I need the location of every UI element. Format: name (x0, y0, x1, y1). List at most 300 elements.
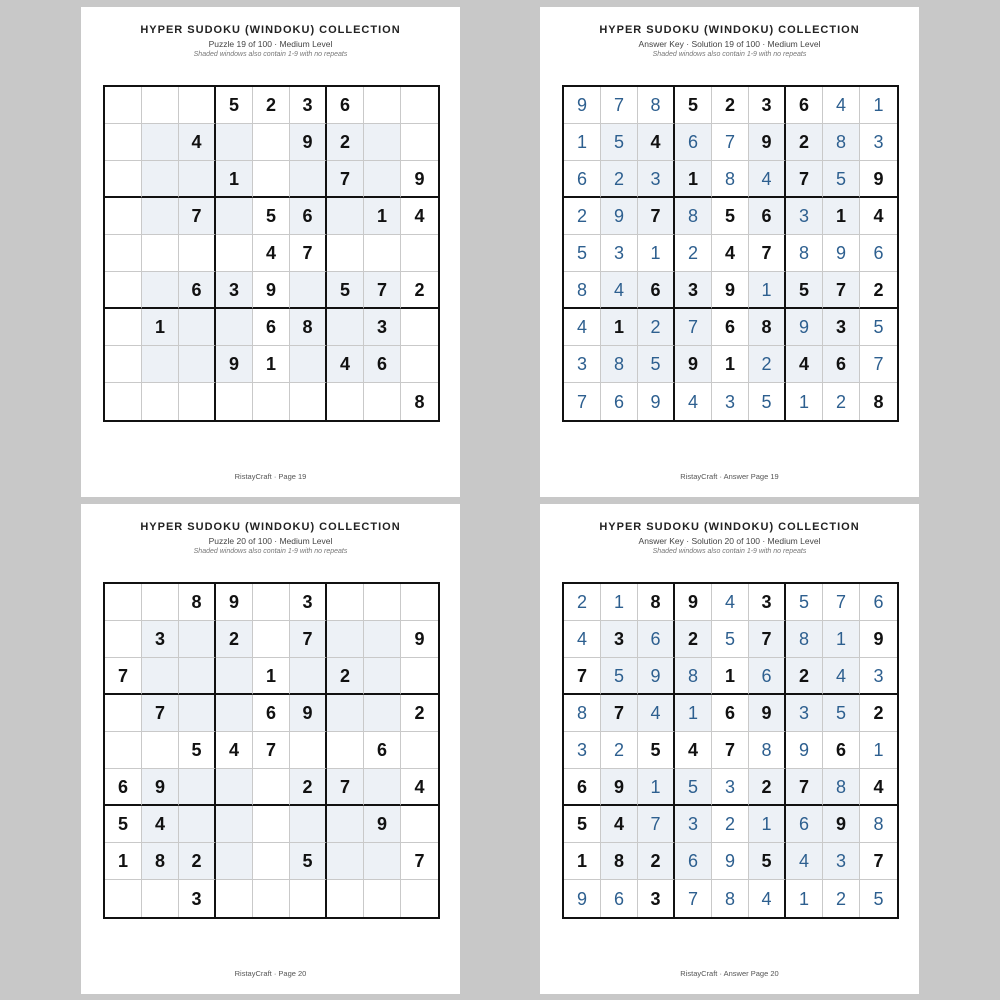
sudoku-cell (327, 843, 364, 880)
sudoku-cell (364, 161, 401, 198)
sudoku-cell: 9 (712, 272, 749, 309)
sudoku-cell: 3 (675, 806, 712, 843)
sudoku-cell: 6 (860, 235, 897, 272)
sudoku-cell: 4 (601, 272, 638, 309)
sudoku-cell (179, 87, 216, 124)
sudoku-cell (364, 584, 401, 621)
sudoku-cell: 4 (253, 235, 290, 272)
sudoku-cell: 3 (823, 309, 860, 346)
sudoku-cell (327, 806, 364, 843)
sudoku-cell: 5 (290, 843, 327, 880)
sudoku-cell: 2 (675, 621, 712, 658)
sudoku-cell: 3 (364, 309, 401, 346)
sudoku-cell (142, 235, 179, 272)
sudoku-cell (327, 235, 364, 272)
sudoku-cell: 3 (712, 383, 749, 420)
sudoku-cell (179, 235, 216, 272)
sudoku-cell: 7 (142, 695, 179, 732)
sudoku-cell: 1 (860, 87, 897, 124)
sudoku-cell (105, 309, 142, 346)
page-note: Shaded windows also contain 1-9 with no repeats (652, 548, 807, 555)
sudoku-cell (364, 880, 401, 917)
sudoku-cell: 2 (638, 309, 675, 346)
sudoku-cell: 7 (105, 658, 142, 695)
sudoku-cell: 5 (601, 124, 638, 161)
page-note: Shaded windows also contain 1-9 with no repeats (652, 51, 807, 58)
page-title: HYPER SUDOKU (WINDOKU) COLLECTION (140, 24, 401, 36)
sudoku-cell: 2 (675, 235, 712, 272)
sudoku-cell: 9 (860, 621, 897, 658)
sudoku-cell: 6 (675, 124, 712, 161)
sudoku-cell: 3 (749, 87, 786, 124)
sudoku-cell: 1 (786, 880, 823, 917)
sudoku-cell: 4 (327, 346, 364, 383)
sudoku-cell: 7 (401, 843, 438, 880)
sudoku-cell (401, 806, 438, 843)
sudoku-cell: 5 (675, 87, 712, 124)
sudoku-cell: 1 (749, 272, 786, 309)
sudoku-cell: 7 (823, 272, 860, 309)
sudoku-cell: 2 (860, 695, 897, 732)
sudoku-cell: 9 (860, 161, 897, 198)
sudoku-cell: 7 (179, 198, 216, 235)
sudoku-cell: 1 (712, 658, 749, 695)
sudoku-cell: 3 (786, 695, 823, 732)
sudoku-cell (364, 769, 401, 806)
sudoku-cell: 9 (601, 198, 638, 235)
sudoku-cell: 8 (675, 658, 712, 695)
sudoku-cell (290, 383, 327, 420)
sudoku-cell: 1 (105, 843, 142, 880)
sudoku-cell: 4 (823, 658, 860, 695)
sudoku-cell: 5 (823, 161, 860, 198)
sudoku-cell: 5 (564, 235, 601, 272)
sudoku-cell: 6 (364, 346, 401, 383)
sudoku-cell: 5 (786, 272, 823, 309)
sudoku-cell: 1 (638, 769, 675, 806)
sudoku-cell (179, 769, 216, 806)
sudoku-cell: 6 (290, 198, 327, 235)
sudoku-cell: 1 (675, 161, 712, 198)
sudoku-cell: 9 (290, 124, 327, 161)
sudoku-cell: 9 (401, 621, 438, 658)
sudoku-cell: 6 (823, 732, 860, 769)
sudoku-cell (105, 621, 142, 658)
sudoku-cell (179, 309, 216, 346)
sudoku-cell (142, 198, 179, 235)
sudoku-cell (327, 621, 364, 658)
sudoku-cell: 7 (675, 880, 712, 917)
sudoku-cell: 3 (786, 198, 823, 235)
sudoku-cell (401, 880, 438, 917)
sudoku-cell: 2 (749, 346, 786, 383)
sudoku-cell (105, 880, 142, 917)
sudoku-cell: 3 (601, 621, 638, 658)
page-subtitle: Answer Key · Solution 20 of 100 · Medium Level (638, 536, 821, 546)
sudoku-cell: 7 (675, 309, 712, 346)
sudoku-cell: 2 (823, 880, 860, 917)
sudoku-cell: 8 (290, 309, 327, 346)
sudoku-cell: 6 (786, 87, 823, 124)
sudoku-cell: 2 (179, 843, 216, 880)
puzzle-page-20 (81, 504, 460, 994)
sudoku-cell: 8 (601, 346, 638, 383)
page-title: HYPER SUDOKU (WINDOKU) COLLECTION (140, 521, 401, 533)
sudoku-cell (179, 695, 216, 732)
sudoku-cell (364, 621, 401, 658)
sudoku-cell (105, 584, 142, 621)
sudoku-cell (179, 621, 216, 658)
sudoku-cell (216, 843, 253, 880)
sudoku-cell: 1 (638, 235, 675, 272)
sudoku-cell: 6 (601, 880, 638, 917)
puzzle-page-19 (81, 7, 460, 497)
sudoku-cell (216, 880, 253, 917)
sudoku-cell: 5 (638, 732, 675, 769)
sudoku-cell (105, 198, 142, 235)
sudoku-cell: 8 (749, 732, 786, 769)
sudoku-cell: 7 (290, 235, 327, 272)
sudoku-cell: 4 (675, 732, 712, 769)
sudoku-cell (401, 346, 438, 383)
page-note: Shaded windows also contain 1-9 with no repeats (193, 548, 348, 555)
sudoku-cell (216, 235, 253, 272)
sudoku-cell (179, 346, 216, 383)
page-subtitle: Answer Key · Solution 19 of 100 · Medium Level (638, 39, 821, 49)
sudoku-cell: 4 (786, 843, 823, 880)
sudoku-cell: 9 (675, 346, 712, 383)
sudoku-cell: 7 (786, 769, 823, 806)
sudoku-cell (179, 161, 216, 198)
sudoku-cell: 3 (638, 161, 675, 198)
sudoku-cell (290, 272, 327, 309)
sudoku-cell (327, 584, 364, 621)
sudoku-cell (253, 124, 290, 161)
sudoku-cell: 2 (327, 658, 364, 695)
sudoku-cell: 9 (823, 235, 860, 272)
sudoku-cell: 1 (564, 843, 601, 880)
sudoku-cell (253, 161, 290, 198)
sudoku-cell: 7 (327, 769, 364, 806)
sudoku-cell (290, 346, 327, 383)
sudoku-cell (401, 584, 438, 621)
sudoku-cell (179, 658, 216, 695)
sudoku-cell: 2 (712, 87, 749, 124)
sudoku-cell: 3 (290, 87, 327, 124)
sudoku-cell: 8 (414, 391, 425, 412)
sudoku-cell (364, 235, 401, 272)
sudoku-cell (253, 383, 290, 420)
sudoku-cell (364, 695, 401, 732)
sudoku-cell: 8 (786, 235, 823, 272)
sudoku-cell: 6 (327, 87, 364, 124)
sudoku-cell: 4 (638, 124, 675, 161)
sudoku-cell: 8 (142, 843, 179, 880)
sudoku-cell: 7 (601, 87, 638, 124)
sudoku-cell: 4 (749, 161, 786, 198)
sudoku-cell: 1 (601, 309, 638, 346)
sudoku-cell: 6 (564, 769, 601, 806)
sudoku-cell: 7 (564, 383, 601, 420)
sudoku-cell: 4 (564, 621, 601, 658)
sudoku-cell (142, 87, 179, 124)
sudoku-cell (364, 87, 401, 124)
sudoku-cell: 7 (601, 695, 638, 732)
sudoku-cell: 5 (327, 272, 364, 309)
sudoku-cell: 9 (749, 124, 786, 161)
sudoku-cell: 9 (142, 769, 179, 806)
sudoku-cell: 4 (179, 124, 216, 161)
sudoku-cell (216, 309, 253, 346)
sudoku-cell: 2 (564, 584, 601, 621)
sudoku-cell: 2 (253, 87, 290, 124)
sudoku-cell: 5 (749, 843, 786, 880)
sudoku-cell: 5 (786, 584, 823, 621)
sudoku-cell: 3 (823, 843, 860, 880)
sudoku-cell: 6 (253, 695, 290, 732)
sudoku-cell (216, 198, 253, 235)
sudoku-cell: 8 (675, 198, 712, 235)
sudoku-cell: 6 (786, 806, 823, 843)
sudoku-cell: 2 (401, 695, 438, 732)
sudoku-cell: 9 (823, 806, 860, 843)
page-footer: RistayCraft · Page 19 (234, 472, 307, 481)
sudoku-cell: 4 (712, 235, 749, 272)
sudoku-cell: 4 (401, 198, 438, 235)
sudoku-cell: 1 (142, 309, 179, 346)
sudoku-cell: 3 (142, 621, 179, 658)
sudoku-cell: 7 (327, 161, 364, 198)
sudoku-cell: 2 (601, 161, 638, 198)
sudoku-cell: 4 (823, 87, 860, 124)
sudoku-cell: 5 (564, 806, 601, 843)
sudoku-cell: 4 (786, 346, 823, 383)
sudoku-cell (290, 732, 327, 769)
sudoku-cell: 5 (638, 346, 675, 383)
sudoku-cell: 6 (253, 309, 290, 346)
sudoku-cell (401, 658, 438, 695)
sudoku-cell: 3 (564, 346, 601, 383)
sudoku-cell (290, 161, 327, 198)
sudoku-cell: 1 (823, 621, 860, 658)
sudoku-cell (142, 732, 179, 769)
sudoku-cell: 6 (749, 658, 786, 695)
page-subtitle: Puzzle 20 of 100 · Medium Level (208, 536, 333, 546)
sudoku-cell: 1 (253, 346, 290, 383)
page-footer: RistayCraft · Answer Page 20 (680, 969, 779, 978)
sudoku-cell: 2 (564, 198, 601, 235)
sudoku-cell: 6 (675, 843, 712, 880)
sudoku-cell (327, 198, 364, 235)
sudoku-cell (290, 658, 327, 695)
sudoku-cell (105, 161, 142, 198)
sudoku-cell (290, 806, 327, 843)
sudoku-cell: 3 (179, 880, 216, 917)
sudoku-cell: 6 (364, 732, 401, 769)
sudoku-cell (105, 235, 142, 272)
sudoku-cell (179, 383, 216, 420)
sudoku-cell: 9 (216, 346, 253, 383)
sudoku-cell: 8 (823, 124, 860, 161)
sudoku-cell: 8 (712, 161, 749, 198)
sudoku-cell: 9 (253, 272, 290, 309)
sudoku-cell: 6 (601, 383, 638, 420)
sudoku-cell (105, 124, 142, 161)
sudoku-grid (562, 85, 899, 422)
sudoku-cell: 5 (179, 732, 216, 769)
sudoku-cell (105, 87, 142, 124)
sudoku-cell: 3 (564, 732, 601, 769)
sudoku-cell: 1 (601, 584, 638, 621)
sudoku-cell: 5 (860, 309, 897, 346)
sudoku-cell: 6 (712, 695, 749, 732)
sudoku-cell: 9 (638, 658, 675, 695)
sudoku-cell: 1 (675, 695, 712, 732)
sudoku-cell: 4 (216, 732, 253, 769)
sudoku-cell: 2 (786, 658, 823, 695)
sudoku-cell: 2 (401, 272, 438, 309)
sudoku-cell (105, 272, 142, 309)
sudoku-grid (562, 582, 899, 919)
sudoku-cell: 9 (564, 87, 601, 124)
sudoku-grid (103, 85, 440, 422)
sudoku-cell: 7 (823, 584, 860, 621)
sudoku-cell: 1 (253, 658, 290, 695)
sudoku-cell (290, 880, 327, 917)
sudoku-cell: 4 (712, 584, 749, 621)
sudoku-cell: 5 (601, 658, 638, 695)
sudoku-cell (253, 843, 290, 880)
sudoku-cell: 8 (564, 695, 601, 732)
sudoku-cell: 8 (179, 584, 216, 621)
sudoku-cell: 7 (860, 346, 897, 383)
sudoku-cell (216, 383, 253, 420)
sudoku-cell: 1 (216, 161, 253, 198)
sudoku-cell (179, 806, 216, 843)
sudoku-cell: 7 (638, 806, 675, 843)
sudoku-cell (216, 695, 253, 732)
sudoku-cell: 7 (364, 272, 401, 309)
sudoku-cell (253, 769, 290, 806)
sudoku-cell: 8 (564, 272, 601, 309)
page-footer: RistayCraft · Answer Page 19 (680, 472, 779, 481)
sudoku-cell: 7 (860, 843, 897, 880)
sudoku-cell: 5 (253, 198, 290, 235)
sudoku-cell: 3 (712, 769, 749, 806)
sudoku-cell (401, 732, 438, 769)
sudoku-cell: 3 (216, 272, 253, 309)
sudoku-cell: 4 (749, 880, 786, 917)
sudoku-cell: 7 (564, 658, 601, 695)
sudoku-cell: 3 (601, 235, 638, 272)
sudoku-cell (253, 880, 290, 917)
sudoku-cell (364, 658, 401, 695)
sudoku-cell: 9 (364, 806, 401, 843)
sudoku-cell (142, 272, 179, 309)
sudoku-cell: 8 (749, 309, 786, 346)
sudoku-cell: 6 (823, 346, 860, 383)
sudoku-cell: 8 (638, 87, 675, 124)
sudoku-cell: 2 (638, 843, 675, 880)
sudoku-cell: 8 (601, 843, 638, 880)
sudoku-cell (105, 383, 142, 420)
sudoku-cell: 5 (712, 198, 749, 235)
sudoku-cell (401, 235, 438, 272)
sudoku-cell: 3 (749, 584, 786, 621)
sudoku-cell: 6 (638, 621, 675, 658)
sudoku-cell (327, 732, 364, 769)
sudoku-cell: 7 (253, 732, 290, 769)
sudoku-cell: 7 (712, 124, 749, 161)
sudoku-cell (364, 843, 401, 880)
sudoku-cell: 3 (860, 658, 897, 695)
sudoku-cell: 2 (823, 383, 860, 420)
sudoku-cell (105, 346, 142, 383)
sudoku-cell: 9 (290, 695, 327, 732)
sudoku-cell: 7 (749, 235, 786, 272)
sudoku-cell (216, 769, 253, 806)
sudoku-cell (253, 806, 290, 843)
page-subtitle: Puzzle 19 of 100 · Medium Level (208, 39, 333, 49)
sudoku-cell: 4 (142, 806, 179, 843)
sudoku-cell (142, 161, 179, 198)
sudoku-cell: 5 (216, 87, 253, 124)
sudoku-cell: 6 (638, 272, 675, 309)
sudoku-cell: 7 (638, 198, 675, 235)
sudoku-cell: 4 (675, 383, 712, 420)
sudoku-cell: 9 (564, 880, 601, 917)
sudoku-cell (364, 383, 401, 420)
sudoku-cell: 2 (712, 806, 749, 843)
sudoku-cell: 6 (712, 309, 749, 346)
page-footer: RistayCraft · Page 20 (234, 969, 307, 978)
sudoku-cell: 9 (401, 161, 438, 198)
sudoku-cell: 2 (601, 732, 638, 769)
sudoku-cell: 3 (290, 584, 327, 621)
sudoku-cell (216, 124, 253, 161)
sudoku-cell: 9 (786, 309, 823, 346)
sudoku-cell (142, 346, 179, 383)
sudoku-cell (253, 621, 290, 658)
sudoku-cell: 1 (823, 198, 860, 235)
sudoku-cell: 8 (786, 621, 823, 658)
sudoku-cell (327, 695, 364, 732)
sudoku-cell: 8 (712, 880, 749, 917)
sudoku-cell: 4 (601, 806, 638, 843)
sudoku-cell: 5 (675, 769, 712, 806)
sudoku-cell (401, 124, 438, 161)
sudoku-cell: 4 (860, 198, 897, 235)
sudoku-cell: 9 (786, 732, 823, 769)
sudoku-cell (327, 880, 364, 917)
sudoku-cell: 9 (749, 695, 786, 732)
sudoku-cell: 3 (860, 124, 897, 161)
sudoku-cell: 1 (749, 806, 786, 843)
sudoku-cell: 4 (860, 769, 897, 806)
sudoku-cell: 1 (364, 198, 401, 235)
sudoku-cell: 8 (823, 769, 860, 806)
page-title: HYPER SUDOKU (WINDOKU) COLLECTION (599, 521, 860, 533)
sudoku-cell: 1 (564, 124, 601, 161)
sudoku-grid (103, 582, 440, 919)
sudoku-cell: 5 (749, 383, 786, 420)
sudoku-cell: 2 (290, 769, 327, 806)
sudoku-cell (142, 124, 179, 161)
sudoku-cell: 2 (786, 124, 823, 161)
sudoku-cell (142, 584, 179, 621)
sudoku-cell: 1 (786, 383, 823, 420)
sudoku-cell (216, 806, 253, 843)
